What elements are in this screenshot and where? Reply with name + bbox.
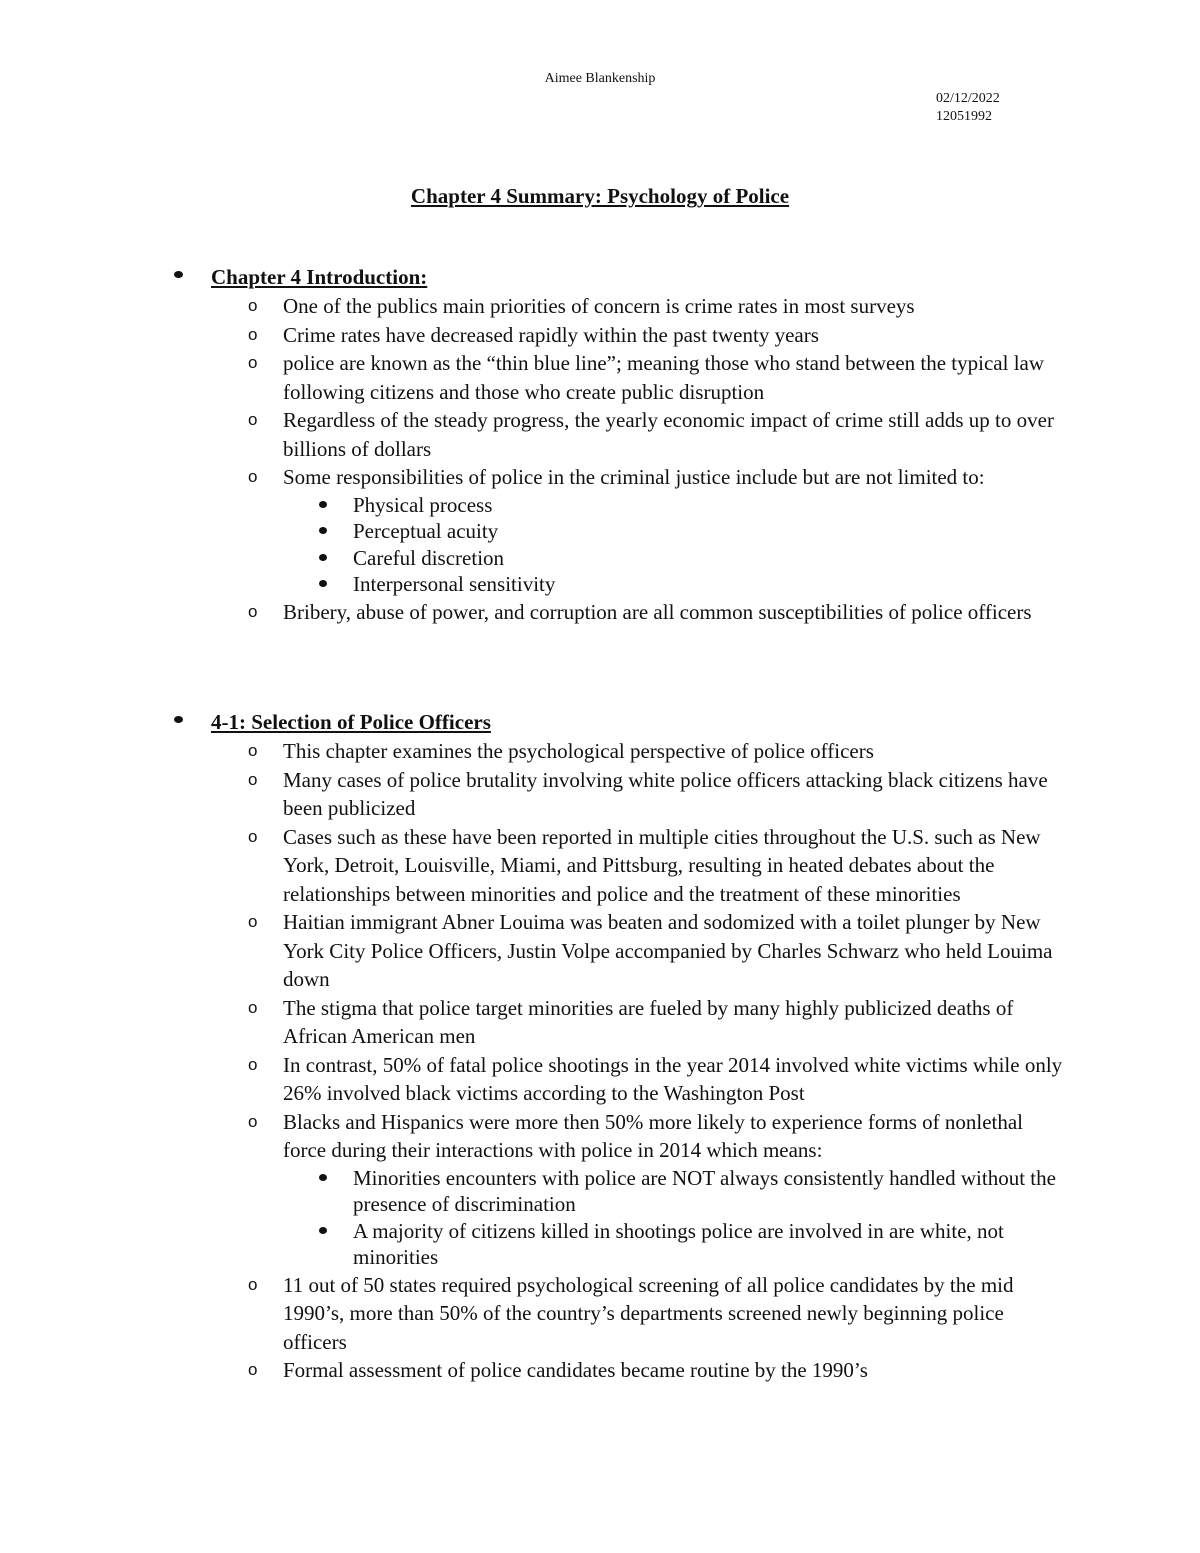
sub-list-item bbox=[283, 518, 1070, 545]
item-text: 11 out of 50 states required psychological screening of all police candidates by the mid 1990’s, more than 50% of the country’s departments screened newly beginning police officers bbox=[283, 1272, 1014, 1354]
item-text: Regardless of the steady progress, the yearly economic impact of crime still adds up to over billions of dollars bbox=[283, 408, 1054, 461]
circle-bullet-icon: o bbox=[248, 353, 258, 372]
item-text: Crime rates have decreased rapidly within the past twenty years bbox=[283, 322, 819, 347]
circle-bullet-icon: o bbox=[248, 410, 258, 429]
section-heading-text: Chapter 4 Introduction: bbox=[211, 265, 428, 289]
circle-bullet-icon: o bbox=[248, 296, 258, 315]
bullet-icon bbox=[319, 580, 327, 587]
id-number: 12051992 bbox=[936, 109, 992, 124]
item-text: Cases such as these have been reported in multiple cities throughout the U.S. such as New York, Detroit, Louisville, Miami, and Pittsburg, resulting in heated debates about the relationships between minorities and police and the treatment of these minorities bbox=[283, 824, 1041, 906]
item-text: One of the publics main priorities of concern is crime rates in most surveys bbox=[283, 294, 915, 318]
item-text: Haitian immigrant Abner Louima was beaten and sodomized with a toilet plunger by New York City Police Officers, Justin Volpe accompanied by Charles Schwarz who held Louima down bbox=[283, 910, 1053, 991]
circle-bullet-icon: o bbox=[248, 741, 258, 760]
bullet-icon bbox=[174, 271, 183, 278]
sub-item-text: Careful discretion bbox=[353, 545, 505, 570]
sub-item-text: A majority of citizens killed in shootings police are involved in are white, not minorities bbox=[353, 1218, 1004, 1269]
section-heading bbox=[0, 707, 1200, 737]
list-item bbox=[0, 737, 1200, 766]
item-text: In contrast, 50% of fatal police shootings in the year 2014 involved white victims while only 26% involved black victims according to the Washington Post bbox=[283, 1052, 1063, 1105]
circle-bullet-icon: o bbox=[248, 769, 258, 789]
author-name: Aimee Blankenship bbox=[544, 71, 656, 86]
sub-item-list bbox=[283, 1165, 1070, 1271]
list-item bbox=[0, 1108, 1200, 1271]
sub-list-item bbox=[283, 545, 1070, 572]
list-item bbox=[0, 1356, 1200, 1385]
item-text: Many cases of police brutality involving white police officers attacking black citizens have been publicized bbox=[283, 767, 1048, 820]
list-item bbox=[0, 766, 1200, 823]
list-item bbox=[0, 463, 1200, 598]
circle-bullet-icon: o bbox=[248, 1111, 258, 1131]
item-text: Blacks and Hispanics were more then 50% more likely to experience forms of nonlethal force during their interactions with police in 2014 which means: bbox=[283, 1109, 1024, 1162]
section-heading-text: 4-1: Selection of Police Officers bbox=[211, 710, 491, 734]
item-text: Formal assessment of police candidates became routine by the 1990’s bbox=[283, 1358, 868, 1382]
list-item bbox=[0, 1271, 1200, 1357]
item-text: The stigma that police target minorities are fueled by many highly publicized deaths of African American men bbox=[283, 995, 1014, 1048]
list-item bbox=[0, 1051, 1200, 1108]
circle-bullet-icon: o bbox=[248, 601, 258, 621]
list-item bbox=[0, 994, 1200, 1051]
bullet-icon bbox=[319, 501, 327, 508]
circle-bullet-icon: o bbox=[248, 324, 258, 344]
section-selection-of-police-officers bbox=[0, 707, 1200, 1385]
list-item bbox=[0, 292, 1200, 321]
list-item bbox=[0, 908, 1200, 994]
sub-list-item bbox=[283, 571, 1070, 598]
list-item bbox=[0, 349, 1200, 406]
item-text: police are known as the “thin blue line”; meaning those who stand between the typical law following citizens and those who create public disruption bbox=[283, 351, 1045, 404]
document-title: Chapter 4 Summary: Psychology of Police bbox=[410, 184, 790, 208]
list-item bbox=[0, 598, 1200, 627]
bullet-icon bbox=[319, 1174, 327, 1181]
sub-item-list bbox=[283, 492, 1070, 598]
sub-list-item bbox=[283, 1218, 1070, 1271]
section-introduction bbox=[0, 262, 1200, 626]
circle-bullet-icon: o bbox=[248, 912, 258, 931]
sub-item-text: Minorities encounters with police are NOT always consistently handled without the presence of discrimination bbox=[353, 1165, 1056, 1216]
header-right bbox=[936, 90, 1000, 126]
list-item bbox=[0, 406, 1200, 463]
circle-bullet-icon: o bbox=[248, 1054, 258, 1074]
circle-bullet-icon: o bbox=[248, 1274, 258, 1294]
bullet-icon bbox=[174, 716, 183, 723]
circle-bullet-icon: o bbox=[248, 826, 258, 846]
list-item bbox=[0, 823, 1200, 909]
circle-bullet-icon: o bbox=[248, 467, 258, 486]
bullet-icon bbox=[319, 554, 327, 561]
sub-list-item bbox=[283, 1165, 1070, 1218]
circle-bullet-icon: o bbox=[248, 1360, 258, 1379]
section-heading bbox=[0, 262, 1200, 292]
item-text: Some responsibilities of police in the criminal justice include but are not limited to: bbox=[283, 465, 985, 489]
sub-item-text: Perceptual acuity bbox=[353, 519, 499, 543]
sub-list-item bbox=[283, 492, 1070, 519]
date: 02/12/2022 bbox=[936, 91, 1000, 106]
item-list bbox=[0, 292, 1200, 626]
bullet-icon bbox=[319, 1227, 327, 1234]
sub-item-text: Physical process bbox=[353, 492, 493, 517]
item-text: This chapter examines the psychological perspective of police officers bbox=[283, 739, 874, 763]
list-item bbox=[0, 321, 1200, 350]
circle-bullet-icon: o bbox=[248, 997, 258, 1017]
sub-item-text: Interpersonal sensitivity bbox=[353, 572, 556, 596]
bullet-icon bbox=[319, 527, 327, 534]
item-text: Bribery, abuse of power, and corruption are all common susceptibilities of police officers bbox=[283, 599, 1032, 624]
item-list bbox=[0, 737, 1200, 1385]
